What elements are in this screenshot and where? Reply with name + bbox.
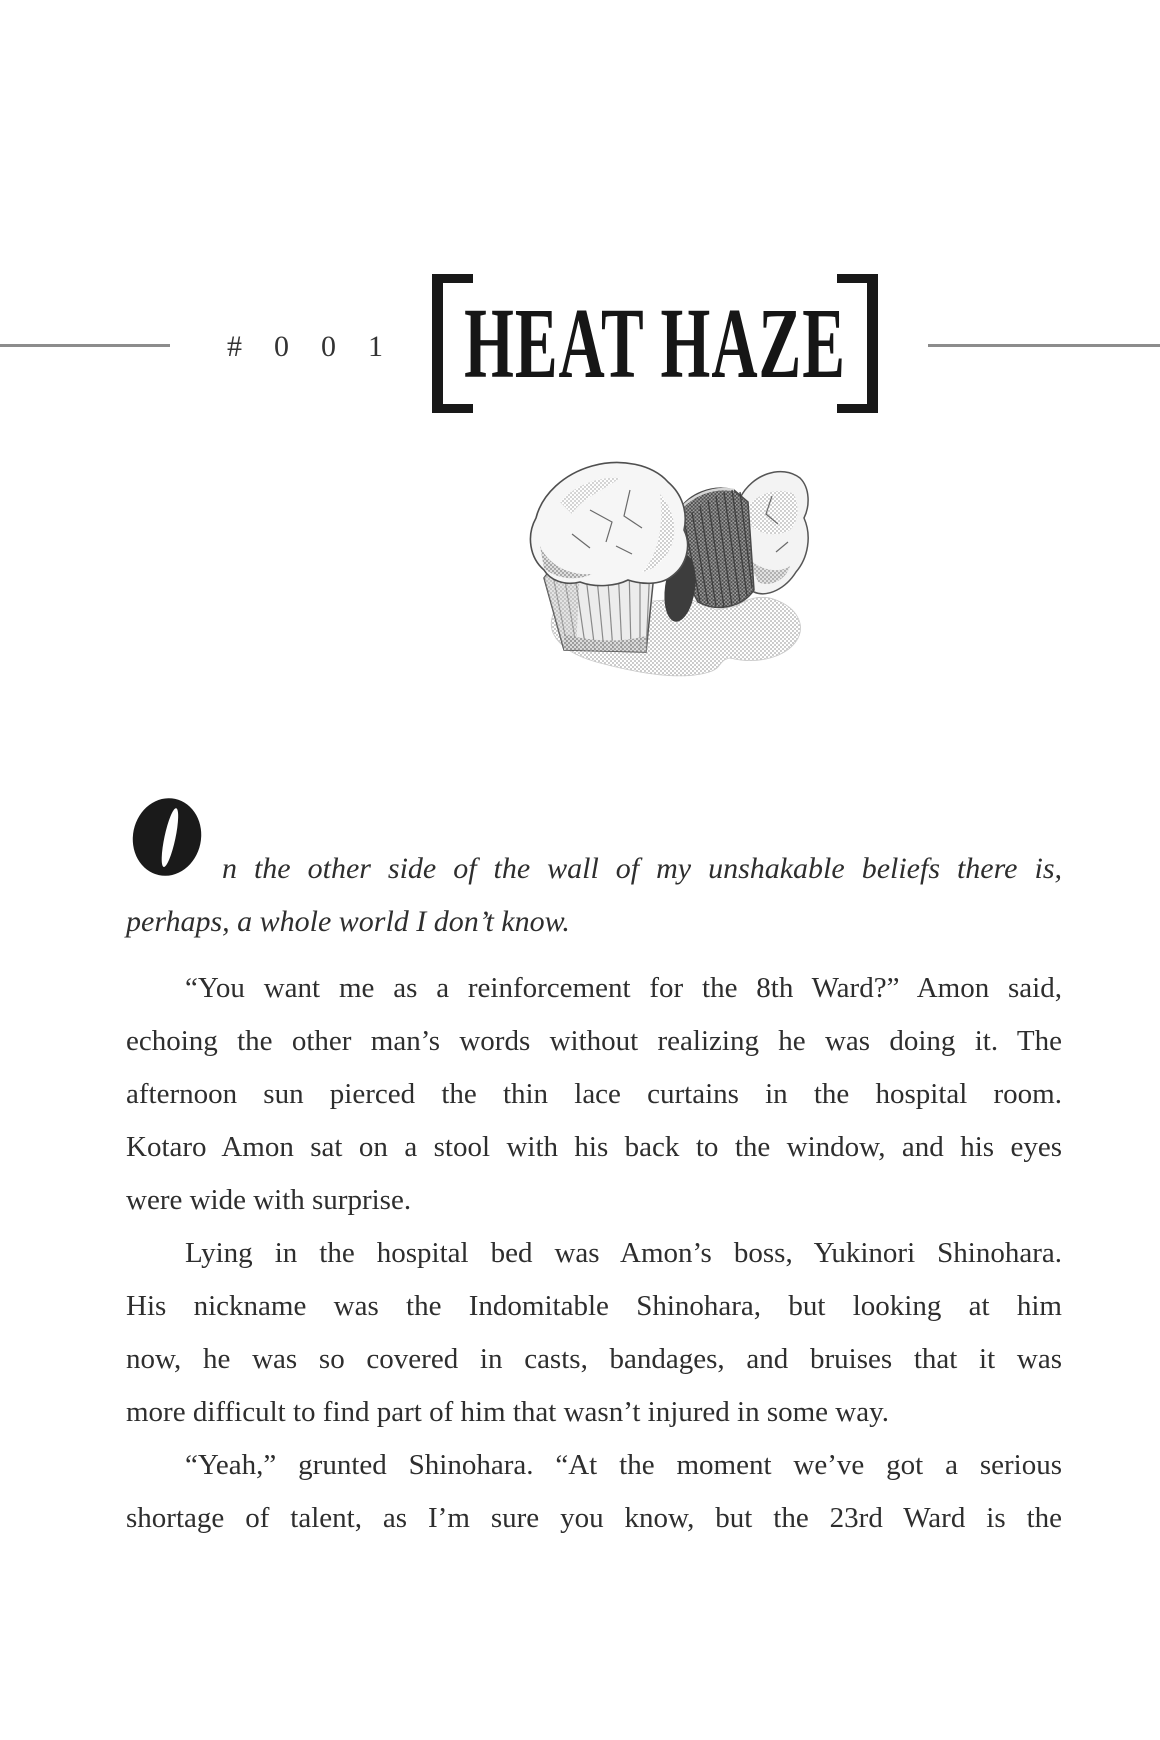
chapter-title-block xyxy=(432,274,878,413)
muffins-illustration xyxy=(520,450,810,685)
text-line: echoing the other man’s words without realizing he was doing it. The xyxy=(126,1025,1062,1057)
text-line: afternoon sun pierced the thin lace curtains in the hospital room. xyxy=(126,1078,1062,1110)
text-line: n the other side of the wall of my unshakable beliefs there is, xyxy=(222,852,1062,885)
text-line: shortage of talent, as I’m sure you know, but the 23rd Ward is the xyxy=(126,1502,1062,1534)
text-line: “Yeah,” grunted Shinohara. “At the moment we’ve got a serious xyxy=(185,1449,1062,1481)
chapter-number: #001 xyxy=(227,330,415,363)
opening-italic-paragraph xyxy=(126,842,1062,948)
text-line: Lying in the hospital bed was Amon’s boss, Yukinori Shinohara. xyxy=(185,1237,1062,1269)
text-line: Kotaro Amon sat on a stool with his back to the window, and his eyes xyxy=(126,1131,1062,1163)
text-line: perhaps, a whole world I don’t know. xyxy=(126,905,570,938)
text-line: His nickname was the Indomitable Shinohara, but looking at him xyxy=(126,1290,1062,1322)
text-line: more difficult to find part of him that wasn’t injured in some way. xyxy=(126,1396,889,1428)
right-bracket-icon xyxy=(837,274,878,413)
drop-cap-text xyxy=(0,0,1,1)
chapter-title: HEAT HAZE xyxy=(464,286,846,399)
text-line: “You want me as a reinforcement for the 8th Ward?” Amon said, xyxy=(185,972,1062,1004)
header-rule-right xyxy=(928,344,1160,347)
body-text xyxy=(126,962,1062,1545)
text-line: were wide with surprise. xyxy=(126,1184,412,1216)
header-rule-left xyxy=(0,344,170,347)
text-line: now, he was so covered in casts, bandages, and bruises that it was xyxy=(126,1343,1062,1375)
